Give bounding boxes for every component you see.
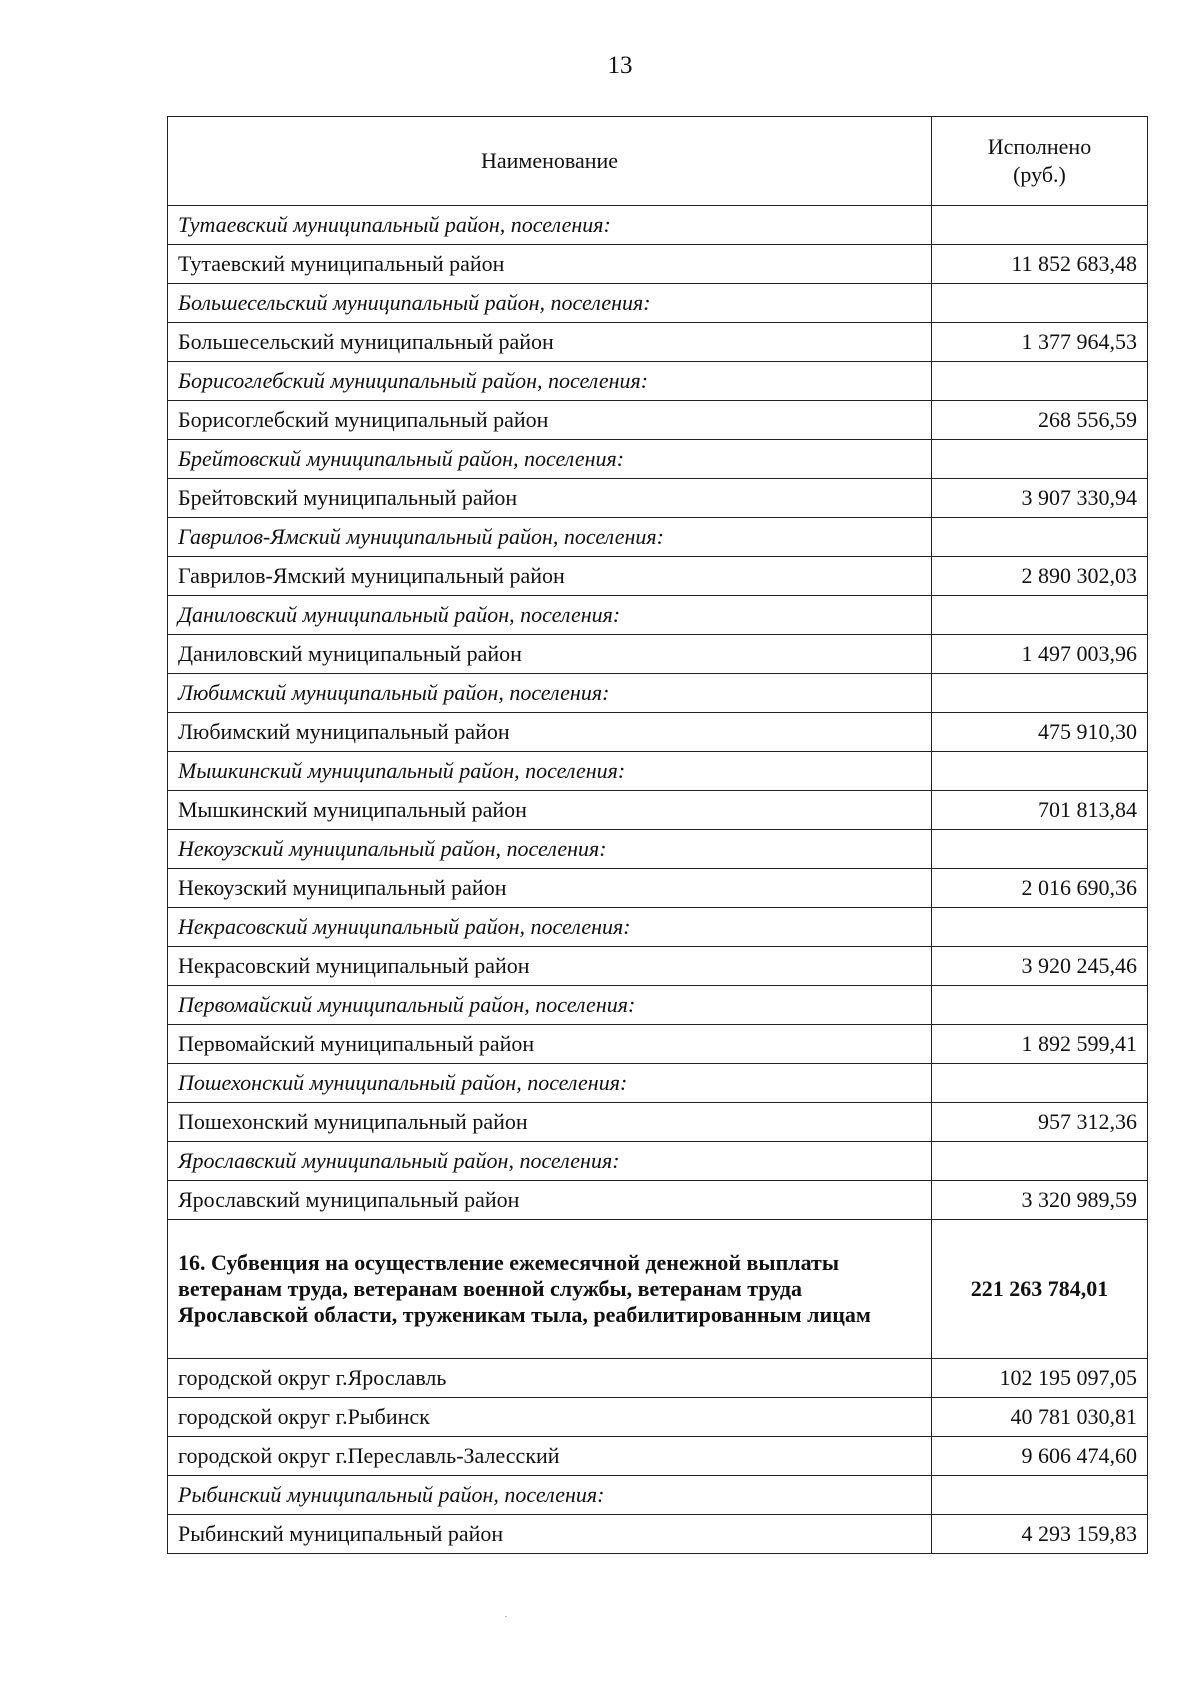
table-row [168,401,1148,440]
row-name: Борисоглебский муниципальный район [168,401,932,440]
table-row [168,713,1148,752]
row-name: Даниловский муниципальный район, поселения: [168,596,932,635]
table-row [168,479,1148,518]
table-row [168,1359,1148,1398]
group-header-row [168,518,1148,557]
row-value [932,1142,1148,1181]
row-name: Большесельский муниципальный район, поселения: [168,284,932,323]
row-name: Первомайский муниципальный район [168,1025,932,1064]
row-value: 11 852 683,48 [932,245,1148,284]
header-row [168,117,1148,206]
row-value [932,1476,1148,1515]
row-value: 221 263 784,01 [932,1220,1148,1359]
row-name: Любимский муниципальный район, поселения: [168,674,932,713]
row-value [932,674,1148,713]
row-name: Мышкинский муниципальный район [168,791,932,830]
row-value: 3 920 245,46 [932,947,1148,986]
row-name: городской округ г.Рыбинск [168,1398,932,1437]
row-value [932,752,1148,791]
header-value [932,117,1148,206]
row-value: 701 813,84 [932,791,1148,830]
row-value: 2 890 302,03 [932,557,1148,596]
row-name: Брейтовский муниципальный район, поселения: [168,440,932,479]
row-value: 1 497 003,96 [932,635,1148,674]
row-value: 3 320 989,59 [932,1181,1148,1220]
group-header-row [168,596,1148,635]
row-name: Борисоглебский муниципальный район, поселения: [168,362,932,401]
group-header-row [168,908,1148,947]
row-value [932,596,1148,635]
row-name: Гаврилов-Ямский муниципальный район, поселения: [168,518,932,557]
table-row [168,1103,1148,1142]
header-value-text: Исполнено (руб.) [987,134,1092,187]
row-value: 102 195 097,05 [932,1359,1148,1398]
table-row [168,869,1148,908]
row-name: городской округ г.Переславль-Залесский [168,1437,932,1476]
header-name: Наименование [168,117,932,206]
group-header-row [168,986,1148,1025]
row-name: Первомайский муниципальный район, поселения: [168,986,932,1025]
group-header-row [168,440,1148,479]
row-value: 3 907 330,94 [932,479,1148,518]
row-value: 957 312,36 [932,1103,1148,1142]
row-name: Рыбинский муниципальный район [168,1515,932,1554]
group-header-row [168,1476,1148,1515]
section-total-row [168,1220,1148,1359]
group-header-row [168,1142,1148,1181]
row-name: Некрасовский муниципальный район, поселения: [168,908,932,947]
table-row [168,791,1148,830]
row-name: Ярославский муниципальный район [168,1181,932,1220]
row-value: 1 892 599,41 [932,1025,1148,1064]
row-value: 9 606 474,60 [932,1437,1148,1476]
table-row [168,1437,1148,1476]
group-header-row [168,752,1148,791]
row-name: городской округ г.Ярославль [168,1359,932,1398]
table-row [168,1398,1148,1437]
row-name: Большесельский муниципальный район [168,323,932,362]
row-name: Некрасовский муниципальный район [168,947,932,986]
row-value [932,986,1148,1025]
group-header-row [168,674,1148,713]
page-number: 13 [607,52,633,79]
row-value [932,362,1148,401]
row-value [932,830,1148,869]
row-name: Мышкинский муниципальный район, поселения: [168,752,932,791]
table-row [168,557,1148,596]
row-value [932,908,1148,947]
row-name: Гаврилов-Ямский муниципальный район [168,557,932,596]
group-header-row [168,284,1148,323]
table-row [168,1181,1148,1220]
row-name: Пошехонский муниципальный район [168,1103,932,1142]
group-header-row [168,1064,1148,1103]
row-value: 475 910,30 [932,713,1148,752]
row-value [932,1064,1148,1103]
table-row [168,245,1148,284]
group-header-row [168,206,1148,245]
row-name: Тутаевский муниципальный район, поселения: [168,206,932,245]
row-name: Даниловский муниципальный район [168,635,932,674]
row-value [932,440,1148,479]
row-value [932,518,1148,557]
group-header-row [168,362,1148,401]
row-name: Некоузский муниципальный район [168,869,932,908]
table-row [168,947,1148,986]
table-body [168,206,1148,1554]
row-name: Брейтовский муниципальный район [168,479,932,518]
table-row [168,635,1148,674]
row-value: 268 556,59 [932,401,1148,440]
row-name: Тутаевский муниципальный район [168,245,932,284]
table-row [168,1025,1148,1064]
row-name: Пошехонский муниципальный район, поселения: [168,1064,932,1103]
row-value: 1 377 964,53 [932,323,1148,362]
row-name: Рыбинский муниципальный район, поселения: [168,1476,932,1515]
budget-table [167,116,1148,1554]
row-value [932,284,1148,323]
row-name: Любимский муниципальный район [168,713,932,752]
row-value: 4 293 159,83 [932,1515,1148,1554]
row-value: 40 781 030,81 [932,1398,1148,1437]
table-header [168,117,1148,206]
row-name: Ярославский муниципальный район, поселения: [168,1142,932,1181]
table-row [168,323,1148,362]
row-name: Некоузский муниципальный район, поселения: [168,830,932,869]
row-name: 16. Субвенция на осуществление ежемесячной денежной выплаты ветеранам труда, ветеранам военной службы, ветеранам труда Ярославской области, труженикам тыла, реабилитированным лицам [168,1220,932,1359]
table-row [168,1515,1148,1554]
scan-speck [505,1616,507,1617]
row-value [932,206,1148,245]
group-header-row [168,830,1148,869]
row-value: 2 016 690,36 [932,869,1148,908]
